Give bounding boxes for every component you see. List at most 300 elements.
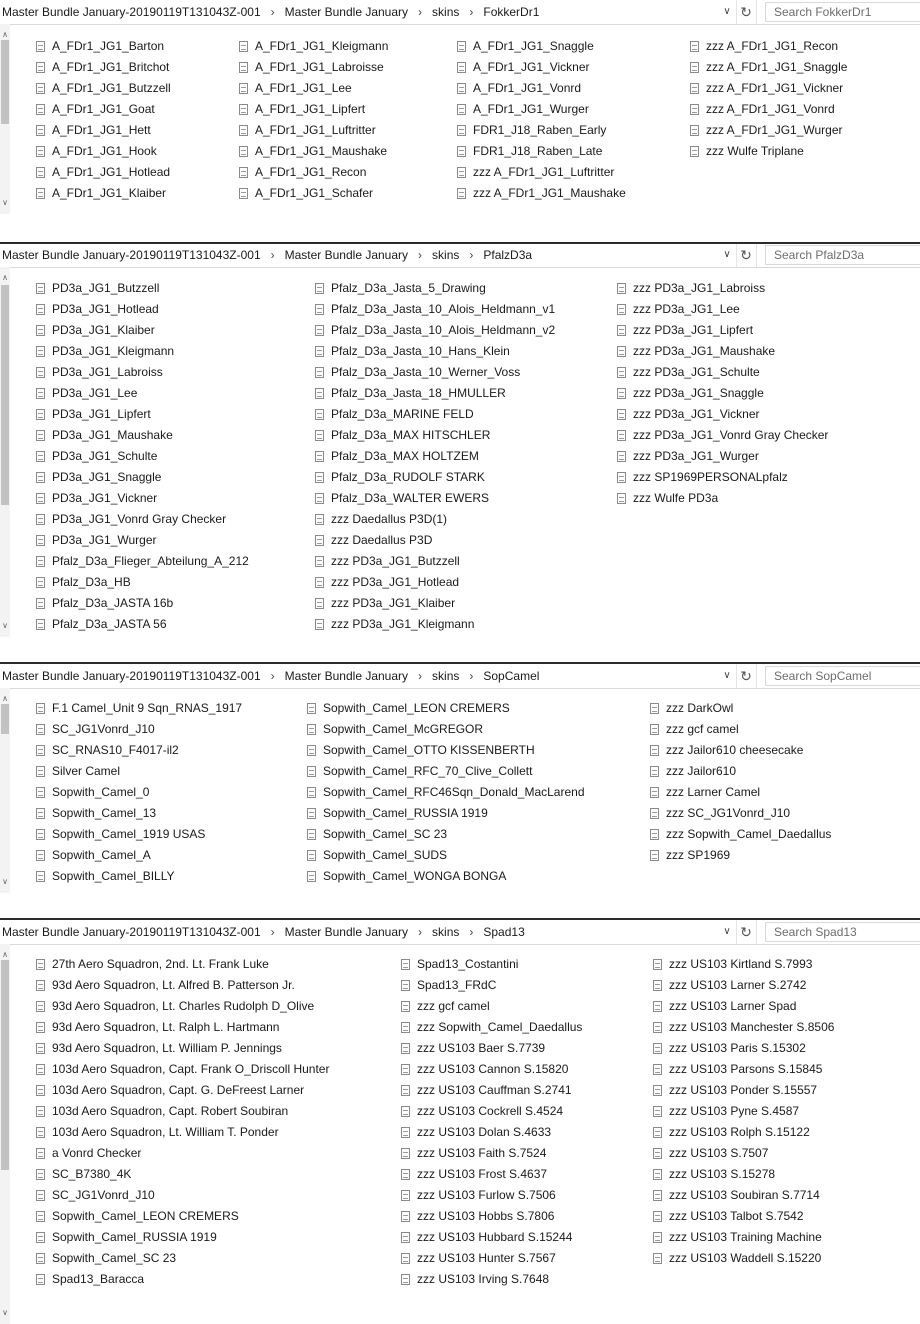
file-name: Pfalz_D3a_MAX HITSCHLER [331, 428, 491, 442]
scroll-up-icon[interactable]: ∧ [2, 30, 8, 39]
file-icon [617, 493, 626, 504]
file-name: PD3a_JG1_Kleigmann [52, 344, 175, 358]
file-name: Sopwith_Camel_BILLY [52, 869, 175, 883]
scroll-down-icon[interactable]: ∨ [2, 877, 8, 886]
file-icon [401, 1022, 410, 1033]
file-name: FDR1_J18_Raben_Early [473, 123, 607, 137]
file-name: zzz Sopwith_Camel_Daedallus [666, 827, 832, 841]
file-name: SC_RNAS10_F4017-il2 [52, 743, 179, 757]
file-icon [401, 1169, 410, 1180]
file-icon [650, 745, 659, 756]
file-icon [307, 850, 316, 861]
scroll-up-icon[interactable]: ∧ [2, 950, 8, 959]
file-icon [690, 146, 699, 157]
file-name: zzz SP1969 [666, 848, 731, 862]
file-icon [650, 766, 659, 777]
file-name: zzz gcf camel [417, 999, 490, 1013]
file-name: Pfalz_D3a_JASTA 16b [52, 596, 174, 610]
file-icon [690, 41, 699, 52]
file-icon [36, 1148, 45, 1159]
file-name: Spad13_Baracca [52, 1272, 145, 1286]
chevron-right-icon: › [270, 669, 275, 683]
file-icon [653, 1127, 662, 1138]
file-icon [690, 104, 699, 115]
vertical-scrollbar[interactable] [0, 267, 10, 637]
file-name: A_FDr1_JG1_Vonrd [473, 81, 582, 95]
file-name: zzz US103 Manchester S.8506 [669, 1020, 835, 1034]
search-input[interactable]: Search PfalzD3a [765, 245, 920, 265]
file-icon [653, 1253, 662, 1264]
file-name: Sopwith_Camel_A [52, 848, 151, 862]
file-icon [36, 1127, 45, 1138]
file-name: Sopwith_Camel_SC 23 [323, 827, 448, 841]
breadcrumb-item[interactable]: Spad13 [483, 925, 525, 939]
file-name: Sopwith_Camel_McGREGOR [323, 722, 484, 736]
file-icon [36, 83, 45, 94]
file-name: 93d Aero Squadron, Lt. Charles Rudolph D_Olive [52, 999, 315, 1013]
file-name: Pfalz_D3a_Jasta_10_Alois_Heldmann_v1 [331, 302, 556, 316]
file-icon [401, 959, 410, 970]
file-name: zzz US103 Training Machine [669, 1230, 822, 1244]
file-name: Pfalz_D3a_Jasta_10_Hans_Klein [331, 344, 510, 358]
file-name: zzz US103 Cauffman S.2741 [417, 1083, 572, 1097]
file-name: A_FDr1_JG1_Kleigmann [255, 39, 389, 53]
file-icon [36, 1211, 45, 1222]
file-icon [315, 577, 324, 588]
breadcrumb-item[interactable]: Master Bundle January-20190119T131043Z-001 [2, 248, 261, 262]
file-name: zzz Jailor610 cheesecake [666, 743, 804, 757]
scrollbar-thumb[interactable] [1, 704, 9, 734]
refresh-icon[interactable]: ↻ [736, 920, 757, 944]
file-icon [315, 283, 324, 294]
file-name: a Vonrd Checker [52, 1146, 142, 1160]
scrollbar-thumb[interactable] [1, 960, 9, 1170]
file-icon [36, 1001, 45, 1012]
file-icon [36, 808, 45, 819]
file-name: Pfalz_D3a_MARINE FELD [331, 407, 474, 421]
breadcrumb-item[interactable]: skins [432, 925, 460, 939]
breadcrumb-item[interactable]: Master Bundle January [284, 669, 409, 683]
file-icon [36, 451, 45, 462]
file-icon [36, 871, 45, 882]
file-icon [401, 1043, 410, 1054]
file-name: zzz US103 S.7507 [669, 1146, 769, 1160]
file-name: zzz PD3a_JG1_Klaiber [331, 596, 456, 610]
breadcrumb [0, 0, 737, 24]
file-icon [36, 1253, 45, 1264]
search-input[interactable]: Search SopCamel [765, 666, 920, 686]
explorer-pane [0, 920, 920, 1317]
file-icon [36, 577, 45, 588]
breadcrumb-item[interactable]: FokkerDr1 [483, 5, 540, 19]
file-icon [653, 1106, 662, 1117]
file-icon [36, 829, 45, 840]
file-icon [653, 1043, 662, 1054]
file-name: A_FDr1_JG1_Hotlead [52, 165, 171, 179]
file-name: A_FDr1_JG1_Barton [52, 39, 165, 53]
file-name: FDR1_J18_Raben_Late [473, 144, 603, 158]
file-name: A_FDr1_JG1_Butzzell [52, 81, 171, 95]
file-name: Sopwith_Camel_OTTO KISSENBERTH [323, 743, 535, 757]
file-icon [315, 451, 324, 462]
file-icon [36, 283, 45, 294]
explorer-pane [0, 0, 920, 220]
file-icon [653, 959, 662, 970]
chevron-down-icon[interactable]: ∨ [723, 6, 731, 17]
file-icon [401, 980, 410, 991]
file-icon [315, 598, 324, 609]
file-name: zzz A_FDr1_JG1_Recon [706, 39, 839, 53]
chevron-right-icon: › [270, 248, 275, 262]
file-name: zzz US103 Paris S.15302 [669, 1041, 806, 1055]
file-icon [690, 83, 699, 94]
file-name: zzz US103 Furlow S.7506 [417, 1188, 556, 1202]
file-icon [36, 766, 45, 777]
file-name: zzz PD3a_JG1_Vonrd Gray Checker [633, 428, 829, 442]
scroll-up-icon[interactable]: ∧ [2, 694, 8, 703]
file-name: zzz Jailor610 [666, 764, 737, 778]
file-icon [315, 514, 324, 525]
file-icon [239, 167, 248, 178]
file-icon [653, 980, 662, 991]
file-name: zzz US103 Cockrell S.4524 [417, 1104, 564, 1118]
file-name: Sopwith_Camel_LEON CREMERS [52, 1209, 239, 1223]
file-icon [653, 1169, 662, 1180]
file-icon [617, 472, 626, 483]
file-name: A_FDr1_JG1_Lipfert [255, 102, 366, 116]
breadcrumb-item[interactable]: Master Bundle January [284, 5, 409, 19]
file-icon [36, 850, 45, 861]
file-icon [457, 146, 466, 157]
file-name: zzz US103 Pyne S.4587 [669, 1104, 800, 1118]
chevron-right-icon: › [469, 248, 474, 262]
file-name: Spad13_FRdC [417, 978, 497, 992]
file-icon [36, 493, 45, 504]
chevron-right-icon: › [469, 669, 474, 683]
file-name: 103d Aero Squadron, Lt. William T. Ponder [52, 1125, 279, 1139]
file-name: PD3a_JG1_Lee [52, 386, 138, 400]
file-name: Sopwith_Camel_LEON CREMERS [323, 701, 510, 715]
breadcrumb-item[interactable]: Master Bundle January [284, 925, 409, 939]
file-name: zzz US103 Dolan S.4633 [417, 1125, 552, 1139]
file-name: Pfalz_D3a_WALTER EWERS [331, 491, 490, 505]
file-name: zzz US103 S.15278 [669, 1167, 776, 1181]
file-icon [617, 409, 626, 420]
scroll-down-icon[interactable]: ∨ [2, 621, 8, 630]
file-name: Sopwith_Camel_RUSSIA 1919 [323, 806, 488, 820]
file-name: 27th Aero Squadron, 2nd. Lt. Frank Luke [52, 957, 269, 971]
file-icon [36, 346, 45, 357]
file-icon [36, 619, 45, 630]
scroll-down-icon[interactable]: ∨ [2, 1308, 8, 1317]
file-name: zzz US103 Waddell S.15220 [669, 1251, 822, 1265]
file-name: Pfalz_D3a_Jasta_10_Alois_Heldmann_v2 [331, 323, 556, 337]
vertical-scrollbar[interactable] [0, 944, 10, 1324]
file-name: zzz A_FDr1_JG1_Snaggle [706, 60, 848, 74]
file-icon [307, 703, 316, 714]
file-icon [653, 1022, 662, 1033]
file-name: A_FDr1_JG1_Goat [52, 102, 155, 116]
file-icon [239, 188, 248, 199]
breadcrumb-item[interactable]: skins [432, 669, 460, 683]
file-name: zzz US103 Frost S.4637 [417, 1167, 548, 1181]
refresh-icon[interactable]: ↻ [736, 243, 757, 267]
chevron-down-icon[interactable]: ∨ [723, 926, 731, 937]
file-name: zzz A_FDr1_JG1_Luftritter [473, 165, 615, 179]
file-icon [315, 556, 324, 567]
file-icon [36, 1190, 45, 1201]
explorer-pane [0, 243, 920, 638]
file-name: zzz PD3a_JG1_Lee [633, 302, 740, 316]
file-icon [307, 766, 316, 777]
file-icon [617, 304, 626, 315]
file-name: Sopwith_Camel_SC 23 [52, 1251, 177, 1265]
file-icon [653, 1085, 662, 1096]
file-name: A_FDr1_JG1_Labroisse [255, 60, 384, 74]
file-name: zzz PD3a_JG1_Schulte [633, 365, 760, 379]
file-icon [315, 619, 324, 630]
breadcrumb-item[interactable]: Master Bundle January [284, 248, 409, 262]
pane-divider [0, 242, 920, 244]
file-name: Silver Camel [52, 764, 121, 778]
file-name: Pfalz_D3a_MAX HOLTZEM [331, 449, 479, 463]
vertical-scrollbar[interactable] [0, 24, 10, 214]
file-icon [36, 41, 45, 52]
breadcrumb-item[interactable]: Master Bundle January-20190119T131043Z-001 [2, 669, 261, 683]
file-icon [315, 472, 324, 483]
address-bar [0, 243, 920, 268]
file-name: zzz SP1969PERSONALpfalz [633, 470, 788, 484]
address-bar [0, 664, 920, 689]
file-icon [617, 325, 626, 336]
file-name: Sopwith_Camel_RFC46Sqn_Donald_MacLarend [323, 785, 585, 799]
file-icon [401, 1127, 410, 1138]
file-name: zzz Daedallus P3D(1) [331, 512, 448, 526]
scrollbar-thumb[interactable] [1, 40, 9, 124]
address-bar [0, 0, 920, 25]
file-icon [457, 41, 466, 52]
file-name: PD3a_JG1_Schulte [52, 449, 158, 463]
file-name: zzz US103 Kirtland S.7993 [669, 957, 813, 971]
file-icon [36, 703, 45, 714]
file-icon [36, 745, 45, 756]
chevron-right-icon: › [270, 925, 275, 939]
file-name: zzz DarkOwl [666, 701, 734, 715]
file-icon [401, 1148, 410, 1159]
refresh-icon[interactable]: ↻ [736, 0, 757, 24]
file-name: Pfalz_D3a_Flieger_Abteilung_A_212 [52, 554, 249, 568]
file-name: PD3a_JG1_Vickner [52, 491, 158, 505]
file-icon [36, 325, 45, 336]
file-name: zzz Larner Camel [666, 785, 761, 799]
file-name: zzz US103 Faith S.7524 [417, 1146, 547, 1160]
file-name: A_FDr1_JG1_Wurger [473, 102, 589, 116]
file-name: A_FDr1_JG1_Recon [255, 165, 367, 179]
file-icon [239, 104, 248, 115]
file-name: zzz A_FDr1_JG1_Vonrd [706, 102, 835, 116]
file-icon [401, 1085, 410, 1096]
file-icon [36, 472, 45, 483]
breadcrumb-item[interactable]: skins [432, 248, 460, 262]
file-icon [653, 1148, 662, 1159]
file-icon [617, 367, 626, 378]
file-icon [36, 188, 45, 199]
file-name: PD3a_JG1_Hotlead [52, 302, 159, 316]
file-name: zzz A_FDr1_JG1_Wurger [706, 123, 843, 137]
file-icon [36, 1043, 45, 1054]
file-name: Pfalz_D3a_Jasta_5_Drawing [331, 281, 486, 295]
file-name: zzz US103 Larner S.2742 [669, 978, 807, 992]
file-name: A_FDr1_JG1_Snaggle [473, 39, 594, 53]
chevron-right-icon: › [469, 5, 474, 19]
file-name: zzz US103 Parsons S.15845 [669, 1062, 823, 1076]
file-name: 103d Aero Squadron, Capt. Robert Soubiran [52, 1104, 289, 1118]
file-name: Sopwith_Camel_RUSSIA 1919 [52, 1230, 217, 1244]
file-name: zzz PD3a_JG1_Vickner [633, 407, 760, 421]
file-icon [401, 1190, 410, 1201]
file-name: F.1 Camel_Unit 9 Sqn_RNAS_1917 [52, 701, 243, 715]
file-icon [690, 125, 699, 136]
breadcrumb-item[interactable]: Master Bundle January-20190119T131043Z-001 [2, 5, 261, 19]
file-name: Sopwith_Camel_RFC_70_Clive_Collett [323, 764, 533, 778]
file-icon [653, 1064, 662, 1075]
file-icon [650, 829, 659, 840]
breadcrumb-item[interactable]: PfalzD3a [483, 248, 533, 262]
file-name: Pfalz_D3a_JASTA 56 [52, 617, 167, 631]
scroll-up-icon[interactable]: ∧ [2, 273, 8, 282]
file-icon [617, 346, 626, 357]
file-name: zzz US103 Cannon S.15820 [417, 1062, 569, 1076]
file-name: zzz A_FDr1_JG1_Maushake [473, 186, 626, 200]
file-name: zzz US103 Larner Spad [669, 999, 797, 1013]
file-icon [315, 388, 324, 399]
chevron-right-icon: › [418, 925, 423, 939]
refresh-icon[interactable]: ↻ [736, 664, 757, 688]
file-icon [401, 1106, 410, 1117]
file-icon [239, 41, 248, 52]
file-name: 103d Aero Squadron, Capt. Frank O_Driscoll Hunter [52, 1062, 330, 1076]
scrollbar-thumb[interactable] [1, 285, 9, 505]
file-icon [315, 535, 324, 546]
file-name: SC_JG1Vonrd_J10 [52, 722, 155, 736]
file-name: A_FDr1_JG1_Hook [52, 144, 157, 158]
breadcrumb-item[interactable]: Master Bundle January-20190119T131043Z-001 [2, 925, 261, 939]
file-name: PD3a_JG1_Vonrd Gray Checker [52, 512, 227, 526]
file-icon [36, 1106, 45, 1117]
file-name: zzz Daedallus P3D [331, 533, 433, 547]
file-icon [653, 1211, 662, 1222]
file-icon [36, 535, 45, 546]
breadcrumb [0, 243, 737, 267]
file-name: zzz PD3a_JG1_Wurger [633, 449, 759, 463]
vertical-scrollbar[interactable] [0, 688, 10, 893]
search-input[interactable]: Search FokkerDr1 [765, 2, 920, 22]
file-icon [401, 1274, 410, 1285]
file-icon [36, 980, 45, 991]
file-icon [650, 808, 659, 819]
scroll-down-icon[interactable]: ∨ [2, 198, 8, 207]
chevron-right-icon: › [270, 5, 275, 19]
file-name: A_FDr1_JG1_Schafer [255, 186, 374, 200]
file-icon [36, 1169, 45, 1180]
breadcrumb [0, 664, 737, 688]
file-icon [307, 871, 316, 882]
file-icon [239, 125, 248, 136]
file-icon [307, 787, 316, 798]
file-name: zzz US103 Baer S.7739 [417, 1041, 546, 1055]
file-name: zzz PD3a_JG1_Maushake [633, 344, 776, 358]
file-icon [36, 1274, 45, 1285]
file-icon [690, 62, 699, 73]
file-name: zzz PD3a_JG1_Butzzell [331, 554, 460, 568]
chevron-right-icon: › [418, 5, 423, 19]
file-icon [617, 451, 626, 462]
file-icon [653, 1190, 662, 1201]
file-icon [315, 493, 324, 504]
chevron-right-icon: › [418, 248, 423, 262]
file-name: PD3a_JG1_Maushake [52, 428, 173, 442]
file-icon [401, 1211, 410, 1222]
file-name: Sopwith_Camel_WONGA BONGA [323, 869, 507, 883]
file-name: Pfalz_D3a_HB [52, 575, 131, 589]
search-input[interactable]: Search Spad13 [765, 922, 920, 942]
breadcrumb-item[interactable]: skins [432, 5, 460, 19]
file-icon [36, 1232, 45, 1243]
file-name: zzz US103 Irving S.7648 [417, 1272, 550, 1286]
file-icon [650, 787, 659, 798]
breadcrumb-item[interactable]: SopCamel [483, 669, 540, 683]
file-name: Sopwith_Camel_SUDS [323, 848, 448, 862]
address-bar [0, 920, 920, 945]
file-icon [36, 1085, 45, 1096]
chevron-down-icon[interactable]: ∨ [723, 249, 731, 260]
file-name: SC_JG1Vonrd_J10 [52, 1188, 155, 1202]
file-icon [36, 304, 45, 315]
file-name: zzz Wulfe Triplane [706, 144, 804, 158]
file-name: PD3a_JG1_Wurger [52, 533, 157, 547]
file-name: zzz Sopwith_Camel_Daedallus [417, 1020, 583, 1034]
file-name: 93d Aero Squadron, Lt. William P. Jennings [52, 1041, 282, 1055]
file-name: zzz US103 Hobbs S.7806 [417, 1209, 555, 1223]
chevron-down-icon[interactable]: ∨ [723, 670, 731, 681]
file-name: Sopwith_Camel_13 [52, 806, 157, 820]
file-icon [315, 430, 324, 441]
file-icon [36, 430, 45, 441]
file-icon [315, 409, 324, 420]
file-icon [36, 1064, 45, 1075]
file-name: PD3a_JG1_Labroiss [52, 365, 163, 379]
file-icon [36, 598, 45, 609]
file-icon [315, 325, 324, 336]
file-icon [36, 125, 45, 136]
file-name: PD3a_JG1_Butzzell [52, 281, 160, 295]
file-icon [457, 125, 466, 136]
file-icon [401, 1232, 410, 1243]
file-icon [36, 514, 45, 525]
file-icon [457, 62, 466, 73]
file-name: zzz US103 Soubiran S.7714 [669, 1188, 820, 1202]
file-icon [457, 188, 466, 199]
file-name: zzz SC_JG1Vonrd_J10 [666, 806, 791, 820]
file-icon [36, 787, 45, 798]
file-icon [650, 850, 659, 861]
file-icon [315, 346, 324, 357]
file-name: zzz US103 Rolph S.15122 [669, 1125, 810, 1139]
file-name: zzz US103 Hubbard S.15244 [417, 1230, 573, 1244]
file-icon [307, 829, 316, 840]
file-name: 103d Aero Squadron, Capt. G. DeFreest Larner [52, 1083, 305, 1097]
file-icon [36, 409, 45, 420]
